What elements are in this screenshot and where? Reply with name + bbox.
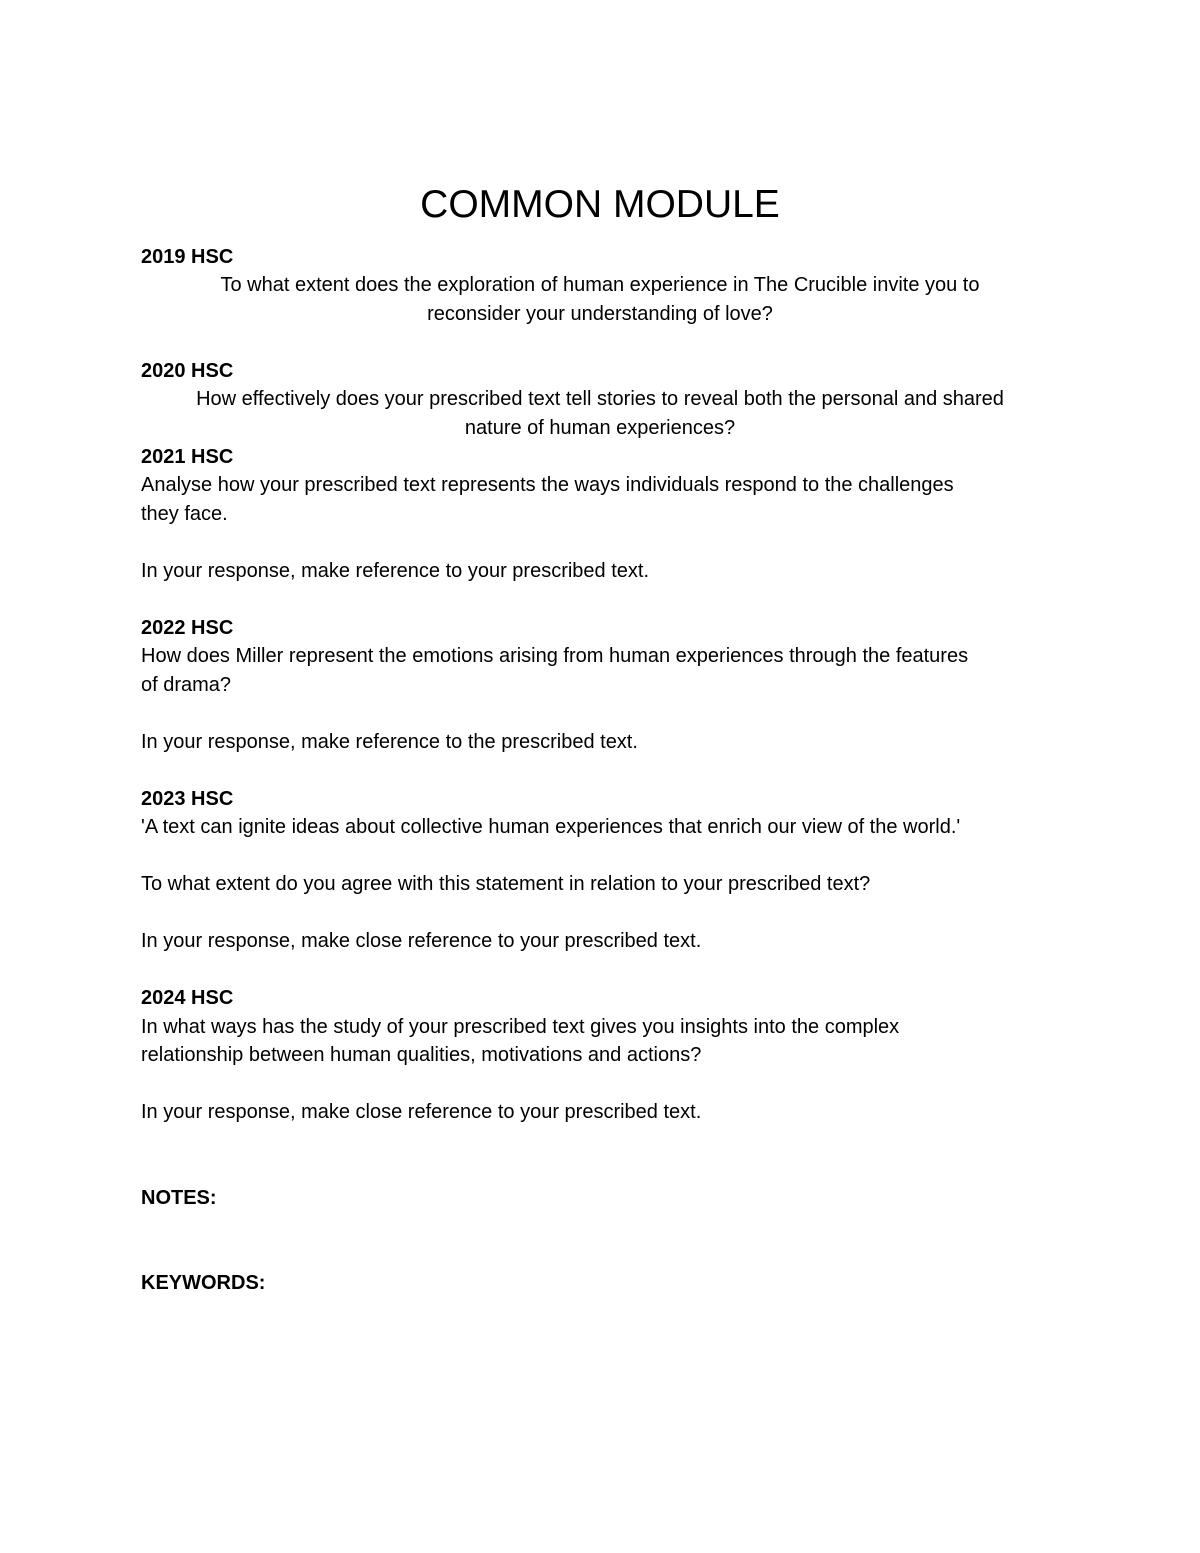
section-heading-2019: 2019 HSC bbox=[141, 246, 234, 268]
question-text-2021-line-2: they face. bbox=[141, 503, 228, 525]
question-text-2024-line-1: In what ways has the study of your prescribed text gives you insights into the complex bbox=[141, 1016, 900, 1038]
question-text-2019-line-1: To what extent does the exploration of human experience in The Crucible invite you to bbox=[220, 274, 980, 296]
question-text-2023: To what extent do you agree with this statement in relation to your prescribed text? bbox=[141, 873, 871, 895]
question-text-2024-line-2: relationship between human qualities, motivations and actions? bbox=[141, 1044, 702, 1066]
instruction-text-2022: In your response, make reference to the prescribed text. bbox=[141, 731, 638, 753]
section-heading-2022: 2022 HSC bbox=[141, 617, 234, 639]
instruction-text-2021: In your response, make reference to your prescribed text. bbox=[141, 560, 650, 582]
section-heading-2021: 2021 HSC bbox=[141, 446, 234, 468]
question-text-2019-line-2: reconsider your understanding of love? bbox=[427, 303, 773, 325]
section-heading-2023: 2023 HSC bbox=[141, 788, 234, 810]
page-title: COMMON MODULE bbox=[420, 183, 780, 226]
question-text-2022-line-1: How does Miller represent the emotions arising from human experiences through the features bbox=[141, 645, 969, 667]
section-heading-2020: 2020 HSC bbox=[141, 360, 234, 382]
instruction-text-2023: In your response, make close reference to your prescribed text. bbox=[141, 930, 702, 952]
question-text-2020-line-1: How effectively does your prescribed text tell stories to reveal both the personal and shared bbox=[196, 388, 1004, 410]
question-text-2021-line-1: Analyse how your prescribed text represents the ways individuals respond to the challenges bbox=[141, 474, 954, 496]
question-text-2020-line-2: nature of human experiences? bbox=[464, 417, 736, 439]
keywords-label: KEYWORDS: bbox=[141, 1272, 266, 1294]
quote-text-2023: 'A text can ignite ideas about collective human experiences that enrich our view of the world.' bbox=[141, 816, 961, 838]
instruction-text-2024: In your response, make close reference to your prescribed text. bbox=[141, 1101, 702, 1123]
question-text-2022-line-2: of drama? bbox=[141, 674, 232, 696]
notes-label: NOTES: bbox=[141, 1187, 217, 1209]
section-heading-2024: 2024 HSC bbox=[141, 987, 234, 1009]
